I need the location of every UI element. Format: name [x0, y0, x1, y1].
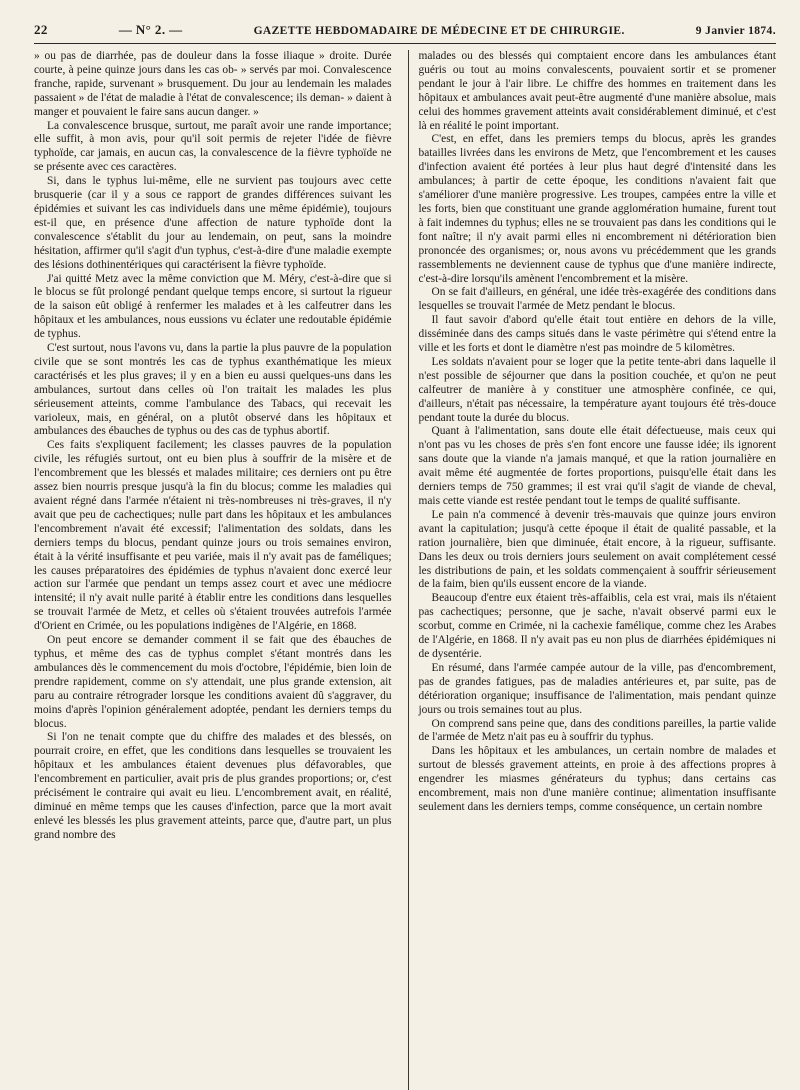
paragraph: Quant à l'alimentation, sans doute elle était défectueuse, mais ceux qui n'ont pas vu les choses de près s'en font encore une fausse idée; ils ignorent sans doute que la viande n'a jamais manqué, et que la ration journalière en avait même été augmentée de fortes proportions, puisqu'elle était dans les derniers temps de 750 grammes; il est vrai qu'il s'agit de viande de cheval, mais cette viande est restée pendant tout le temps de qualité suffisante. [418, 425, 777, 507]
paragraph: On comprend sans peine que, dans des conditions pareilles, la partie valide de l'armée de Metz n'ait pas eu à souffrir du typhus. [418, 717, 777, 744]
paragraph: J'ai quitté Metz avec la même conviction que M. Méry, c'est-à-dire que si le blocus se fût prolongé pendant quelque temps encore, si surtout la rigueur de la saison eût obligé à renfermer les malades et à les calfeutrer dans les hôpitaux et les ambulances, nous eussions vu éclater une redoutable épidémie de typhus. [34, 272, 392, 341]
paragraph: Le pain n'a commencé à devenir très-mauvais que quinze jours environ avant la capitulation; jusqu'à cette époque il était de qualité passable, et la ration journalière, bien que diminuée, était encore, à la rigueur, suffisante. Dans les deux ou trois derniers jours seulement on avait complétement cessé les distributions de pain, et les soldats commençaient à souffrir sérieusement de la faim, bien qu'ils eussent encore de la viande. [418, 508, 777, 591]
article-columns [34, 50, 776, 1090]
paragraph: malades ou des blessés qui comptaient encore dans les ambulances étant guéris ou tout au moins convalescents, pouvaient sortir et se promener pendant le jour à l'air libre. Le chiffre des hommes en traitement dans les hôpitaux et ambulances avait peut-être augmenté d'une manière absolue, mais celui des hommes gravement atteints avait considérablement diminué, et c'est là en réalité le point important. [418, 50, 777, 132]
paragraph: En résumé, dans l'armée campée autour de la ville, pas d'encombrement, pas de grandes fatigues, pas de maladies antérieures et, par suite, pas de détérioration organique; insuffisance de l'alimentation, mais pendant quinze jours ou trois semaines tout au plus. [418, 661, 777, 716]
column-divider [408, 50, 409, 1090]
page-header [34, 22, 776, 44]
paragraph: C'est surtout, nous l'avons vu, dans la partie la plus pauvre de la population civile que se sont montrés les cas de typhus exanthématique les mieux caractérisés et les plus graves; il y en a bien eu aussi quelques-uns dans les ambulances, surtout dans celles où l'on traitait les malades les plus sérieusement atteints, comme l'ambulance des Tabacs, qui recevait les varioleux, mais, en général, on a plutôt observé dans les hôpitaux et ambulances des ébauches de typhus ou des cas de typhus abortif. [34, 342, 392, 438]
left-column [34, 50, 402, 1090]
paragraph: On se fait d'ailleurs, en général, une idée très-exagérée des conditions dans lesquelles se trouvait l'armée de Metz pendant le blocus. [418, 286, 777, 313]
issue-date: 9 Janvier 1874. [695, 25, 776, 37]
paragraph: Si l'on ne tenait compte que du chiffre des malades et des blessés, on pourrait croire, en effet, que les conditions dans lesquelles se trouvaient les hôpitaux et les ambulances étaient devenues plus défavorables, que l'encombrement en particulier, avait pris de plus grandes proportions; or, c'est précisément le contraire qui avait eu lieu. L'encombrement avait, en réalité, diminué en même temps que les causes d'infection, parce que la mort avait enlevé les blessés les plus gravement atteints, parce que, d'autre part, un plus grand nombre des [34, 731, 392, 841]
paragraph: On peut encore se demander comment il se fait que des ébauches de typhus, et même des cas de typhus complet s'étant montrés dans les ambulances dès le commencement du mois d'octobre, l'épidémie, bien loin de prendre rapidement, comme on s'y attendait, une plus grande extension, ait paru au contraire rétrograder lorsque les conditions avaient dû s'aggraver, du moins d'après l'opinion généralement adoptée, pendant les derniers temps du blocus. [34, 634, 392, 730]
paragraph: Dans les hôpitaux et les ambulances, un certain nombre de malades et surtout de blessés gravement atteints, en proie à des affections propres à engendrer les miasmes générateurs du typhus; dans certains cas encombrement, mais non d'une manière continue; alimentation insuffisante seulement dans les derniers temps, comme conséquence, un certain nombre [418, 745, 777, 813]
paragraph: Si, dans le typhus lui-même, elle ne survient pas toujours avec cette brusquerie (car il y a sous ce rapport de grandes différences suivant les épidémies et suivant les cas individuels dans une même épidémie), toujours est-il que, en présence d'une affection de nature typhoïde dont la convalescence s'établit du jour au lendemain, on peut, sans la moindre hésitation, affirmer qu'il s'agit d'un typhus, c'est-à-dire d'une maladie exempte des lésions dothinentériques qui caractérisent la fièvre typhoïde. [34, 175, 392, 271]
paragraph: » ou pas de diarrhée, pas de douleur dans la fosse iliaque » droite. Durée courte, à peine quinze jours dans les cas ob- » servés par moi. Convalescence franche, rapide, survenant » brusquement. Du jour au lendemain les malades passaient » de l'état de maladie à l'état de convalescence; ils deman- » daient à manger et pouvaient le faire sans aucun danger. » [34, 50, 392, 118]
journal-title: GAZETTE HEBDOMADAIRE DE MÉDECINE ET DE CHIRURGIE. [253, 25, 625, 37]
page-number: 22 [34, 22, 48, 37]
paragraph: Les soldats n'avaient pour se loger que la petite tente-abri dans laquelle il n'est possible de séjourner que dans la position couchée, et qu'on ne peut calfeutrer de manière à y constituer une atmosphère confinée, ce qui, d'ailleurs, n'était pas nécessaire, la température ayant toujours été très-douce pendant toute la durée du blocus. [418, 355, 777, 424]
paragraph: Ces faits s'expliquent facilement; les classes pauvres de la population civile, les réfugiés surtout, ont eu bien plus à souffrir de la misère et de l'encombrement que les blessés et malades militaire; ces derniers ont pu être assez bien nourris presque jusqu'à la fin du blocus; comme les maladies qui avaient régné dans l'armée n'étaient ni très-nombreuses ni très-graves, il n'y avait que peu de cachectiques; nulle part dans les hôpitaux et les ambulances l'encombrement n'avait été excessif; l'alimentation des soldats, dans les derniers temps du blocus, pendant quinze jours ou trois semaines environ, était à la vérité insuffisante et peu variée, mais il n'y avait pas de faméliques; les causes préparatoires des épidémies de typhus n'avaient donc exercé leur action sur l'armée que pendant un temps assez court et avec une médiocre intensité; il n'y avait nulle parité à établir entre les conditions dans lesquelles se trouvait l'armée de Metz, et celles où s'étaient trouvées autrefois l'armée d'Orient en Crimée, ou les populations indigènes de l'Algérie, en 1868. [34, 439, 392, 633]
paragraph: La convalescence brusque, surtout, me paraît avoir une rande importance; elle suffit, à mon avis, pour qu'il soit permis de rejeter l'idée de fièvre typhoïde, car jamais, en aucun cas, la convalescence de la fièvre typhoïde ne se présente avec ces caractères. [34, 119, 392, 174]
right-column [419, 50, 777, 1090]
paragraph: Beaucoup d'entre eux étaient très-affaiblis, cela est vrai, mais ils n'étaient pas cachectiques; personne, que je sache, n'avait observé parmi eux le scorbut, comme en Crimée, ni la cachexie famélique, comme chez les Arabes de l'Algérie, en 1868. Il n'y avait pas eu non plus de diarrhées épidémiques ni de dysentérie. [418, 592, 777, 660]
paragraph: Il faut savoir d'abord qu'elle était tout entière en dehors de la ville, disséminée dans des camps situés dans le vaste périmètre qui s'étend entre la ville et les forts et dont le diamètre n'est pas moindre de 5 kilomètres. [418, 314, 777, 355]
paragraph: C'est, en effet, dans les premiers temps du blocus, après les grandes batailles livrées dans les environs de Metz, que l'encombrement et les causes d'infection avaient été portées à leur plus haut degré d'intensité dans les ambulances; à partir de cette époque, les conditions n'avaient fait que s'améliorer d'une manière progressive. Les troupes, campées entre la ville et les forts, bien que constituant une grande agglomération humaine, furent tout à fait indemnes du typhus; elles ne se trouvaient pas dans les conditions qui le font naître; il n'y avait parmi elles ni encombrement ni détérioration bien prononcée des organismes; or, nous avons vu précédemment que les grands rassemblements ne deviennent cause de typhus que d'une manière indirecte, c'est-à-dire lorsqu'ils amènent l'encombrement et la misère. [418, 133, 777, 285]
issue-number: — N° 2. — [118, 22, 183, 37]
